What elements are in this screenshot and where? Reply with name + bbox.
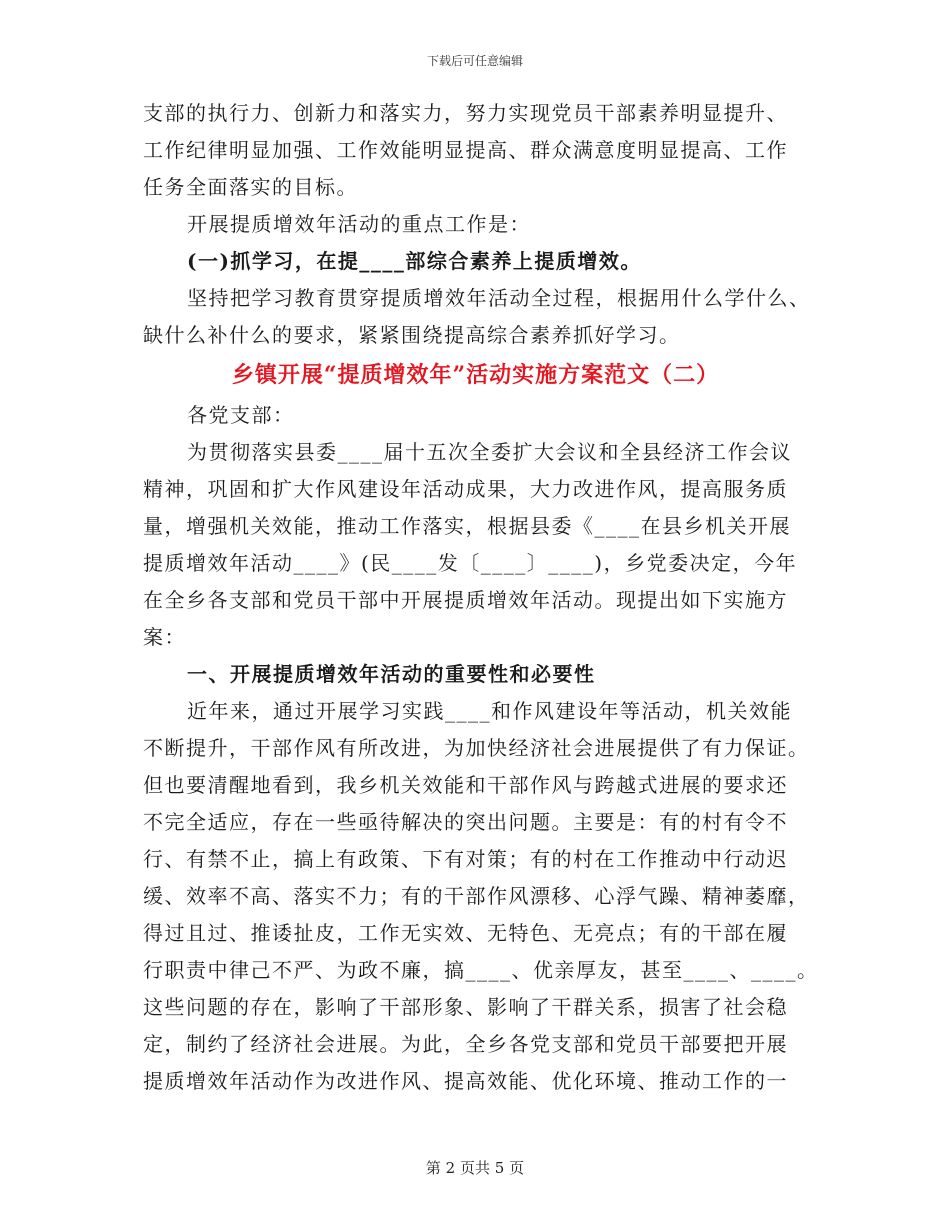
text-line: 为贯彻落实县委____届十五次全委扩大会议和全县经济工作会议: [187, 440, 792, 464]
paragraph-5: [143, 434, 808, 656]
text-line: 案：: [143, 625, 186, 649]
text-line: 工作纪律明显加强、工作效能明显提高、群众满意度明显提高、工作: [143, 138, 788, 162]
text-line: 但也要清醒地看到，我乡机关效能和干部作风与跨越式进展的要求还: [143, 773, 788, 797]
heading-1: 一、开展提质增效年活动的重要性和必要性: [187, 662, 596, 686]
text-line: 支部的执行力、创新力和落实力，努力实现党员干部素养明显提升、: [143, 101, 788, 125]
paragraph-6: [143, 693, 819, 1100]
text-line: 得过且过、推诿扯皮，工作无实效、无特色、无亮点；有的干部在履: [143, 921, 788, 945]
subheading-1: (一)抓学习，在提____部综合素养上提质增效。: [187, 249, 642, 273]
text-line: 定，制约了经济社会进展。为此，全乡各党支部和党员干部要把开展: [143, 1032, 788, 1056]
document-body: [143, 95, 819, 1100]
paragraph-2: 开展提质增效年活动的重点工作是：: [187, 212, 531, 236]
paragraph-1: [143, 95, 808, 206]
text-line: 不完全适应，存在一些亟待解决的突出问题。主要是：有的村有令不: [143, 810, 788, 834]
text-line: 行、有禁不止，搞上有政策、下有对策；有的村在工作推动中行动迟: [143, 847, 788, 871]
text-line: 缓、效率不高、落实不力；有的干部作风漂移、心浮气躁、精神萎靡，: [143, 884, 810, 908]
section-title: 乡镇开展“提质增效年”活动实施方案范文（二）: [231, 362, 720, 388]
text-line: 提质增效年活动____》(民____发〔____〕____)，乡党委决定，今年: [143, 551, 798, 575]
page-header: 下载后可任意编辑: [426, 54, 523, 68]
text-line: 这些问题的存在，影响了干部形象、影响了干群关系，损害了社会稳: [143, 995, 788, 1019]
text-line: 提质增效年活动作为改进作风、提高效能、优化环境、推动工作的一: [143, 1069, 788, 1093]
text-line: 量，增强机关效能，推动工作落实，根据县委《____在县乡机关开展: [143, 514, 791, 538]
text-line: 坚持把学习教育贯穿提质增效年活动全过程，根据用什么学什么、: [187, 286, 811, 310]
text-line: 在全乡各支部和党员干部中开展提质增效年活动。现提出如下实施方: [143, 588, 788, 612]
salutation: 各党支部：: [187, 403, 295, 427]
page-footer: 第 2 页共 5 页: [425, 1159, 525, 1177]
text-line: 近年来，通过开展学习实践____和作风建设年等活动，机关效能: [187, 699, 792, 723]
paragraph-4: [143, 280, 811, 354]
text-line: 行职责中律己不严、为政不廉，搞____、优亲厚友，甚至____、____。: [143, 958, 819, 982]
text-line: 缺什么补什么的要求，紧紧围绕提高综合素养抓好学习。: [143, 323, 681, 347]
text-line: 任务全面落实的目标。: [143, 175, 358, 199]
text-line: 精神，巩固和扩大作风建设年活动成果，大力改进作风，提高服务质: [143, 477, 788, 501]
text-line: 不断提升，干部作风有所改进，为加快经济社会进展提供了有力保证。: [143, 736, 810, 760]
